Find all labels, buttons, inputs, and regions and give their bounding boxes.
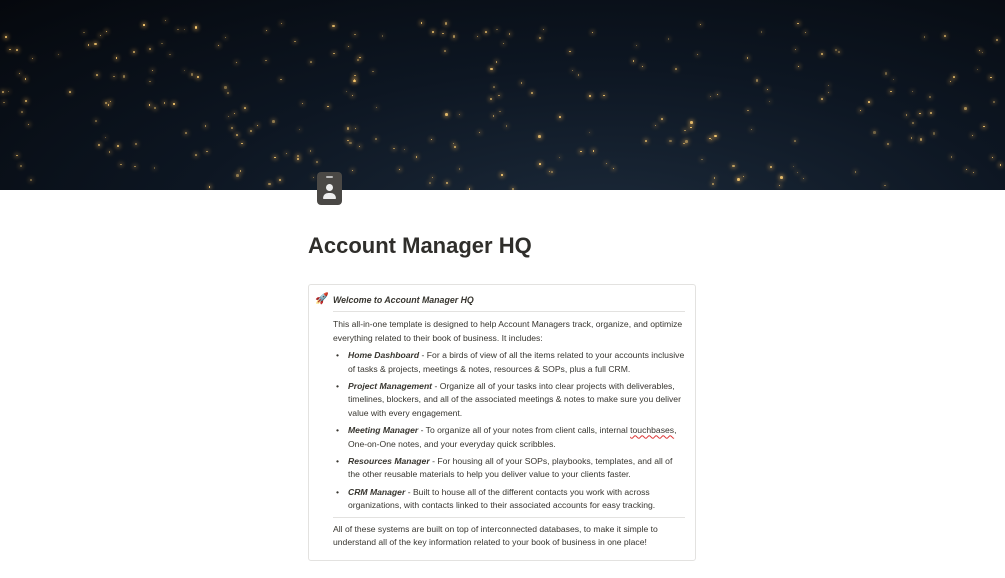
city-light [930,112,932,114]
city-light [195,26,198,29]
city-light [838,51,840,53]
city-light [206,151,207,152]
rocket-icon: 🚀 [315,293,329,305]
city-light [310,150,311,151]
city-light [490,98,493,101]
city-light [431,139,432,140]
city-light [272,120,275,123]
city-light [828,92,829,93]
city-light [135,143,137,145]
city-light [756,79,759,82]
city-light [234,113,235,114]
city-light [496,61,498,63]
city-light [348,46,349,47]
city-light [606,163,607,164]
city-light [185,132,187,134]
city-light [225,37,226,38]
city-light [983,126,984,127]
city-light [459,168,460,169]
city-light [990,77,991,78]
item-text: - For housing all of your SOPs, playbooks, templates, and all of the other reusable materials to help you deliver value to your clients faster. [348,456,673,480]
city-light [951,156,952,157]
city-light [944,35,946,37]
city-light [227,92,229,94]
city-light [992,157,993,158]
city-light [30,179,32,181]
page-title: Account Manager HQ [308,233,532,258]
city-light [661,118,663,120]
city-light [855,171,857,173]
city-light [589,132,590,133]
city-light [16,155,17,156]
city-light [929,96,930,97]
city-light [16,49,18,51]
city-light [241,143,242,144]
city-light [117,145,119,147]
city-light [444,50,446,52]
city-light [20,165,22,167]
city-light [711,139,713,141]
city-light [911,137,912,138]
id-badge-icon[interactable] [317,172,342,205]
city-light [134,166,136,168]
city-light [28,124,29,125]
city-light [973,172,974,173]
city-light [83,32,84,33]
city-light [499,111,501,113]
city-light [173,103,174,104]
city-light [950,81,952,83]
city-light [580,151,581,152]
city-light [88,44,90,46]
city-light [589,95,592,98]
city-light [669,140,672,143]
city-light [477,36,478,37]
item-text: - For a birds of view of all the items related to your accounts inclusive of tasks & projects, meetings & notes, resources & SOPs, plus a full CRM. [348,350,685,374]
city-light [224,86,227,89]
city-light [416,156,418,158]
city-light [506,125,508,127]
city-light [747,57,749,59]
city-light [105,137,106,138]
city-light [797,172,798,173]
city-light [884,185,886,187]
city-light [743,176,744,177]
city-light [354,34,355,35]
city-light [58,54,59,55]
city-light [559,116,560,117]
city-light [297,155,298,156]
city-light [399,169,401,171]
item-name: Home Dashboard [348,350,420,361]
city-light [123,75,126,78]
city-light [797,23,798,24]
city-light [479,132,480,133]
city-light [860,110,861,111]
city-light [313,177,314,178]
city-light [376,107,377,108]
city-light [821,53,824,56]
city-light [21,111,23,113]
city-light [109,151,110,152]
city-light [805,32,806,33]
city-light [469,188,470,189]
list-item [333,486,685,513]
city-light [885,72,888,75]
city-light [539,163,541,165]
list-item [333,349,685,376]
city-light [493,115,494,116]
city-light [710,96,711,97]
city-light [737,178,740,181]
city-light [1000,164,1002,166]
city-light [539,37,541,39]
city-light [795,49,797,51]
city-light [683,143,684,144]
city-light [613,168,614,169]
divider [333,517,685,518]
city-light [244,107,246,109]
city-light [231,127,233,129]
item-text: - To organize all of your notes from client calls, internal [418,425,631,436]
city-light [359,146,360,147]
city-light [697,54,698,55]
city-light [701,159,702,160]
city-light [636,45,638,47]
city-light [184,70,185,71]
city-light [209,186,211,188]
city-light [906,114,908,116]
item-name: Meeting Manager [348,425,419,436]
city-light [2,91,4,93]
city-light [953,76,955,78]
city-light [498,95,499,96]
city-light [712,183,713,184]
city-light [100,35,101,36]
city-light [152,70,153,71]
city-light [268,183,271,186]
city-light [459,114,460,115]
city-light [8,91,9,92]
city-light [972,135,973,136]
city-light [454,146,456,148]
city-light [421,22,423,24]
city-light [149,48,150,49]
city-light [116,57,117,58]
city-light [442,33,444,35]
city-light [355,128,356,129]
city-light [685,140,688,143]
city-light [302,103,303,104]
city-light [375,138,376,139]
callout-title: Welcome to Account Manager HQ [333,294,685,312]
city-light [154,107,157,110]
city-light [496,29,497,30]
city-light [110,101,111,102]
list-item [333,380,685,420]
misspelled-word: touchbases [630,425,675,436]
city-light [280,79,282,81]
city-light [780,176,783,179]
city-light [559,157,560,158]
city-light [445,113,448,116]
city-light [106,31,107,32]
city-light [977,69,978,70]
city-light [793,166,794,167]
city-light [521,82,522,83]
city-light [714,135,717,138]
city-light [767,89,768,90]
city-light [912,91,913,92]
city-light [890,91,892,93]
city-light [191,73,194,76]
city-light [357,59,359,61]
callout-outro: All of these systems are built on top of interconnected databases, to make it simple to understand all of the key information related to your book of business in one place! [333,523,658,548]
city-light [197,76,199,78]
city-light [803,178,804,179]
item-text: - Built to house all of the different contacts you work with across organizations, with contacts linked to their associated accounts for easy tracking. [348,486,656,511]
city-light [195,154,197,156]
city-light [346,91,348,93]
city-light [920,138,923,141]
city-light [572,70,573,71]
cover-image [0,0,1005,190]
city-light [964,107,967,110]
city-light [274,157,276,159]
city-light [453,35,456,38]
city-light [94,43,97,46]
city-light [281,23,282,24]
city-light [432,31,434,33]
city-light [578,74,579,75]
city-light [794,140,796,142]
city-light [717,94,718,95]
city-light [299,129,301,131]
city-light [310,61,312,63]
city-light [349,142,352,145]
city-light [120,164,122,166]
city-light [509,33,511,35]
city-light [549,171,550,172]
city-light [25,78,26,79]
city-light [873,131,876,134]
city-light [675,68,677,70]
city-light [372,71,374,73]
city-light [761,31,762,32]
item-text: - Organize all of your tasks into clear projects with deliverables, timelines, blockers, and all of the associated meetings & notes to make sure you deliver value with every engagement. [348,381,681,418]
city-light [798,66,799,67]
city-light [177,29,179,31]
feature-list [333,349,685,512]
city-light [133,51,135,53]
city-light [503,43,504,44]
city-light [32,58,33,59]
city-light [933,132,936,135]
city-light [297,158,299,160]
city-light [5,36,7,38]
city-light [593,150,595,152]
item-text: , One-on-One notes, and your everyday quick scribbles. [348,425,677,449]
city-light [770,166,772,168]
item-name: CRM Manager [348,486,406,497]
city-light [352,95,353,96]
city-light [919,113,921,115]
city-light [645,140,647,142]
item-name: Project Management [348,381,433,392]
city-light [821,98,823,100]
city-light [98,144,100,146]
city-light [154,167,155,168]
city-light [887,143,890,146]
city-light [592,32,593,33]
city-light [751,129,752,130]
city-light [633,60,635,62]
city-light [835,49,838,52]
city-light [19,73,20,74]
city-light [25,100,27,102]
city-light [347,127,350,130]
city-light [603,95,605,97]
city-light [779,185,780,186]
city-light [429,182,431,184]
city-light [250,130,252,132]
city-light [690,127,691,128]
city-light [453,143,454,144]
city-light [893,79,894,80]
city-light [868,101,870,103]
city-light [316,161,318,163]
city-light [228,116,229,117]
city-light [236,134,238,136]
city-light [690,121,693,124]
city-light [236,62,237,63]
city-light [294,41,295,42]
city-light [96,74,98,76]
city-light [732,165,735,168]
city-light [184,29,185,30]
city-light [551,171,552,172]
welcome-callout [308,284,696,561]
city-light [218,45,219,46]
city-light [538,135,541,138]
city-light [236,174,239,177]
city-light [684,130,685,131]
item-name: Resources Manager [348,456,430,467]
city-light [149,81,150,82]
city-light [490,68,493,71]
city-light [165,20,166,21]
city-light [359,57,361,59]
city-light [164,102,165,103]
city-light [828,85,829,86]
city-light [95,120,97,122]
city-light [432,177,433,178]
city-light [668,38,670,40]
city-light [714,177,715,178]
city-light [279,179,281,181]
city-light [69,91,71,93]
list-item [333,455,685,482]
city-light [996,39,997,40]
city-light [149,104,150,105]
city-light [3,102,5,104]
city-light [266,30,267,31]
city-light [979,50,980,51]
city-light [393,148,395,150]
city-light [655,125,657,127]
city-light [982,52,983,53]
city-light [161,43,163,45]
city-light [543,29,544,30]
city-light [382,35,383,36]
city-light [747,110,749,112]
city-light [169,54,170,55]
city-light [9,49,11,51]
city-light [404,149,405,150]
city-light [352,170,353,171]
city-light [286,153,287,154]
city-light [446,182,447,183]
city-light [332,25,335,28]
callout-intro: This all-in-one template is designed to help Account Managers track, organize, and optimize everything related to their book of business. It includes: [333,319,683,343]
city-light [108,104,109,105]
city-light [769,101,770,102]
city-light [924,36,926,38]
city-light [143,24,144,25]
city-light [445,22,448,25]
city-light [966,169,967,170]
city-light [912,122,914,124]
city-light [512,188,515,190]
city-light [569,51,570,52]
city-light [993,101,995,103]
city-light [354,75,356,77]
city-light [113,76,114,77]
city-light [700,24,701,25]
city-light [240,170,241,171]
city-light [205,125,206,126]
city-light [257,125,258,126]
city-light [485,31,487,33]
city-light [265,60,266,61]
list-item [333,424,685,451]
city-light [531,92,533,94]
city-light [501,174,502,175]
city-light [327,106,329,108]
city-light [333,53,334,54]
city-light [642,66,643,67]
city-light [493,86,495,88]
